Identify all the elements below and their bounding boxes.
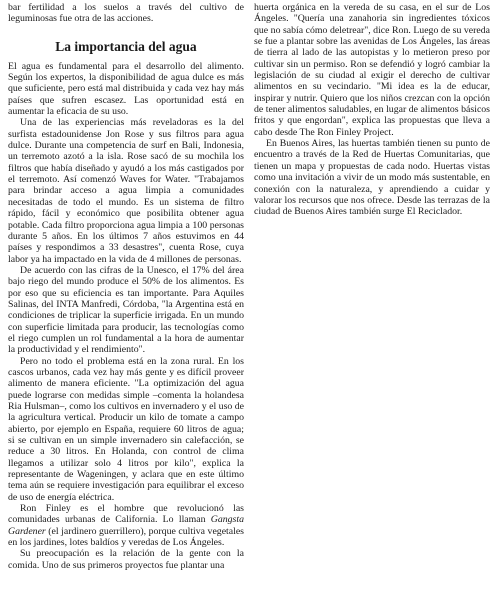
gangsta-gardener-italic: Gangsta Gardener xyxy=(8,514,244,537)
body-paragraph: Pero no todo el problema está en la zona rural. En los cascos urbanos, cada vez hay más gente y es difícil proveer alimento de manera eficiente. "La optimización del agua puede lograrse con medidas simple –comenta la holandesa Ria Hulsman–, como los cultivos en invernadero y el uso de la agricultura vertical. Producir un kilo de tomate a campo abierto, por ejemplo en España, requiere 60 litros de agua; si se cultivan en un simple invernadero sin calefacción, se reduce a 30 litros. En Holanda, con control de clima llegamos a utilizar solo 4 litros por kilo", explica la representante de Wageningen, y aclara que en este último tema aún se requiere investigación para equilibrar el exceso de uso de energía eléctrica. xyxy=(8,355,244,503)
body-paragraph: En Buenos Aires, las huertas también tienen su punto de encuentro a través de la Red de Huertas Comunitarias, que tienen un mapa y propuestas de cada nodo. Huertas vistas como una invitación a vivir de un modo más sustentable, en conexión con la naturaleza, y aprendiendo a cuidar y valorar los recursos que nos ofrece. Desde las terrazas de la ciudad de Buenos Aires también surge El Reciclador. xyxy=(254,138,490,218)
body-paragraph: De acuerdo con las cifras de la Unesco, el 17% del área bajo riego del mundo produce el 50% de los alimentos. Es por eso que su eficiencia es tan importante. Para Aquiles Salinas, del INTA Manfredi, Córdoba, "la Argentina está en condiciones de triplicar la superficie irrigada. En un mundo con superficie limitada para producir, las tecnologías como el riego cumplen un rol fundamental a la hora de aumentar la productividad y el rendimiento". xyxy=(8,264,244,356)
closing-paragraph: Su preocupación es la relación de la gente con la comida. Uno de sus primeros proyectos fue plantar una xyxy=(8,548,244,571)
body-paragraph: huerta orgánica en la vereda de su casa, en el sur de Los Ángeles. "Quería una zanahoria sin ingredientes tóxicos que no sabía cómo deletrear", dice Ron. Luego de su vereda se fue a plantar sobre las avenidas de Los Ángeles, las áreas de tierra al lado de las autopistas y lo metieron preso por cultivar sin un permiso. Ron se defendió y logró cambiar la legislación de su ciudad al exigir el derecho de cultivar alimentos en su vecindario. "Mi idea es la de educar, inspirar y nutrir. Quiero que los niños crezcan con la opción de tener alimentos saludables, en lugar de alimentos básicos fritos y que engordan", explica las propuestas que lleva a cabo desde The Ron Finley Project. xyxy=(254,2,490,138)
body-paragraph: Una de las experiencias más reveladoras es la del surfista estadounidense Jon Rose y sus filtros para agua dulce. Durante una competencia de surf en Bali, Indonesia, un terremoto azotó a la isla. Rose sacó de su mochila los filtros que había diseñado y ayudó a los más castigados por el terremoto. Así comenzó Waves for Water. "Trabajamos para brindar acceso a agua limpia a comunidades necesitadas de todo el mundo. Es un sistema de filtro rápido, fácil y económico que posibilita obtener agua potable. Cada filtro proporciona agua limpia a 100 personas durante 5 años. En los últimos 7 años estuvimos en 44 países y respondimos a 33 desastres", cuenta Rose, cuya labor ya ha impactado en la vida de 4 millones de personas. xyxy=(8,117,244,265)
finley-text-after: (el jardinero guerrillero), porque cultiva vegetales en los jardines, lotes baldíos y veredas de Los Ángeles. xyxy=(8,525,244,549)
right-column xyxy=(254,2,490,600)
body-paragraph: El agua es fundamental para el desarrollo del alimento. Según los expertos, la disponibilidad de agua dulce es más que suficiente, pero está mal distribuida y cada vez hay más países que sufren escasez. Las oportunidad está en aumentar la eficacia de su uso. xyxy=(8,60,244,118)
finley-text-before: Ron Finley es el hombre que revolucionó las comunidades urbanas de California. Lo llaman xyxy=(8,503,244,526)
section-heading: La importancia del agua xyxy=(55,38,197,54)
lead-paragraph: bar fertilidad a los suelos a través del cultivo de leguminosas fue otra de las acciones. xyxy=(8,2,244,25)
left-column xyxy=(8,2,244,600)
finley-paragraph xyxy=(8,503,244,548)
